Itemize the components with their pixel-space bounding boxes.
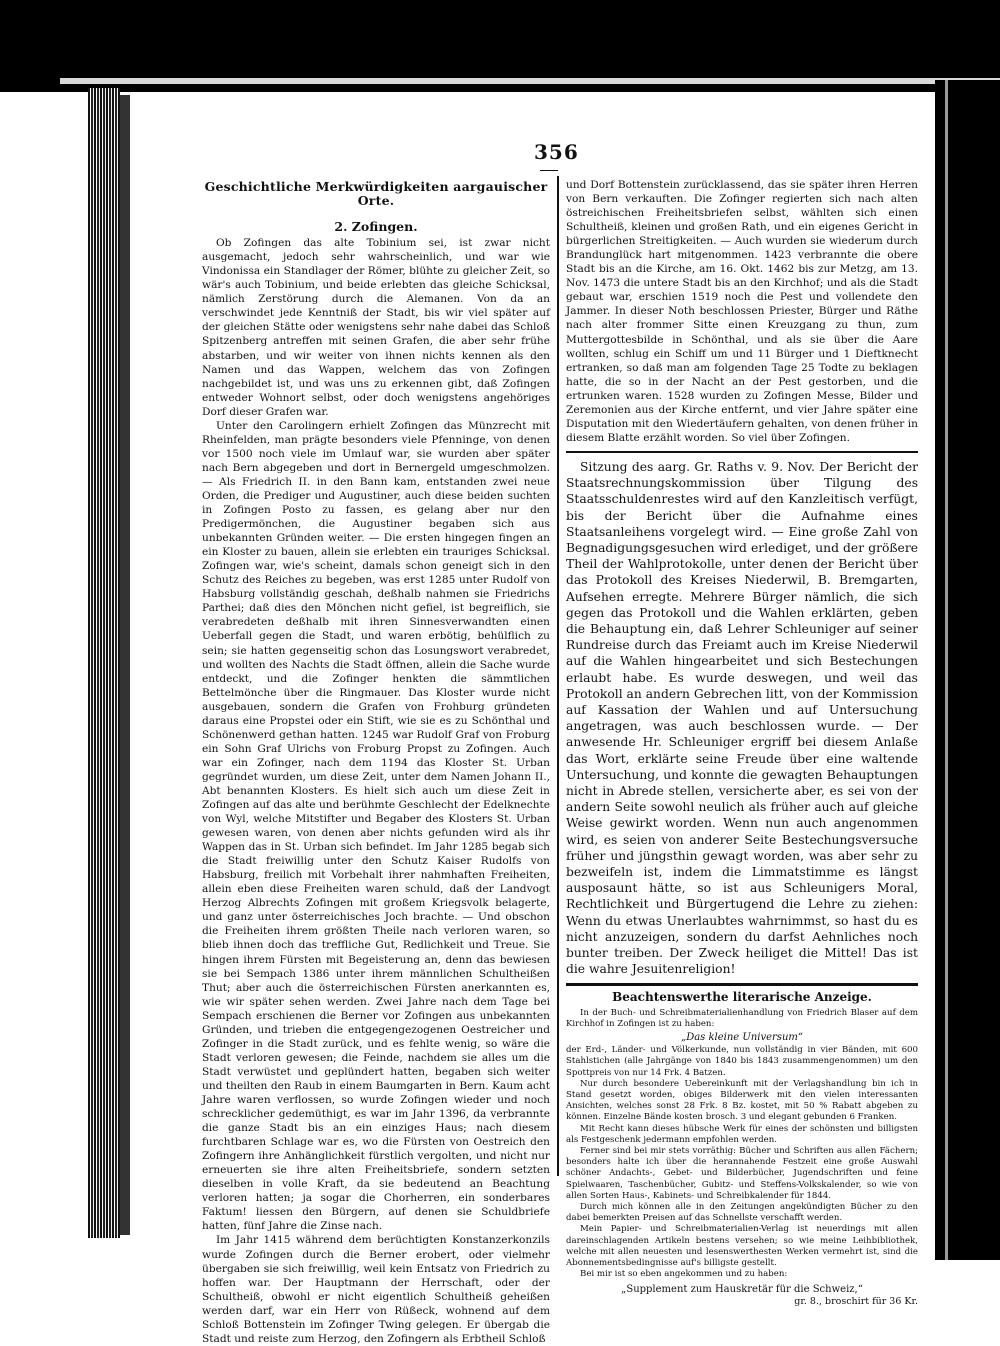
right-column: [566, 178, 918, 1307]
subsection-title: 2. Zofingen.: [334, 219, 418, 235]
section-title: Geschichtliche Merkwürdigkeiten aargauischer Orte.: [204, 179, 548, 209]
advert-body-1: der Erd-, Länder- und Völkerkunde, nun vollständig in vier Bänden, mit 600 Stahlstichen (alle Jahrgänge von 1840 bis 1843 zusammengenommen) um den Spottpreis von nur 14 Frk. 4 Batzen.: [566, 1045, 918, 1078]
scan-top-border: [0, 0, 1000, 92]
literary-advert: [566, 992, 918, 1306]
council-session-article: Sitzung des aarg. Gr. Raths v. 9. Nov. Der Bericht der Staatsrechnungskommission über Tilgung des Staatsschuldenrestes wird auf den Kanzleitisch verfügt, bis der Bericht über die Aufnahme eines Staatsanleihens vorgelegt wird. — Eine große Zahl von Begnadigungsgesuchen wird erlediget, und der größere Theil der Wahlprotokolle, unter denen der Bericht über das Protokoll des Kreises Niederwil, B. Bremgarten, Aufsehen erregte. Mehrere Bürger nämlich, die sich gegen das Protokoll und die Wahlen erklärten, geben die Behauptung ein, daß Lehrer Schleuniger auf seiner Rundreise durch das Freiamt auch im Kreise Niederwil auf die Wahlen hingearbeitet und sich Bestechungen erlaubt habe. Es wurde deswegen, und weil das Protokoll an andern Gebrechen litt, von der Kommission auf Kassation der Wahlen und auf Untersuchung angetragen, was auch beschlossen wurde. — Der anwesende Hr. Schleuniger ergriff bei diesem Anlaße das Wort, erklärte seine Freude über eine waltende Untersuchung, und konnte die gewagten Behauptungen nicht in Abrede stellen, versicherte aber, es sei von der andern Seite sowohl neulich als früher auch auf gleiche Weise gewirkt worden. Wenn nun auch angenommen wird, es seien von anderer Seite Bestechungsversuche früher und jüngsthin gewagt worden, was aber sehr zu bezweifeln ist, indem die Limmatstimme es längst ausposaunt hätte, so ist aus Schleunigers Moral, Rechtlichkeit und Bürgertugend die Lehre zu ziehen: Wenn du etwas Unerlaubtes wahrnimmst, so hast du es nicht anzuzeigen, sondern du darfst Aehnliches noch bunter treiben. Der Zweck heiliget die Mittel! Das ist die wahre Jesuitenreligion!: [566, 459, 918, 977]
advert-intro: In der Buch- und Schreibmaterialienhandlung von Friedrich Blaser auf dem Kirchhof in Zofingen ist zu haben:: [566, 1007, 918, 1029]
advert-format-price: gr. 8., broschirt für 36 Kr.: [794, 1295, 918, 1307]
book-page-edges-left: [88, 88, 120, 1238]
left-column: [202, 180, 550, 1346]
advert-book-title: „Das kleine Universum“: [681, 1032, 803, 1043]
scan-right-border: [935, 80, 1000, 1260]
book-gutter-shadow: [120, 95, 130, 1235]
history-paragraph-3: Im Jahr 1415 während dem berüchtigten Konstanzerkonzils wurde Zofingen durch die Berner erobert, oder vielmehr übergaben sie sich freiwillig, weil kein Entsatz von Friedrich zu hoffen war. Der Hauptmann der Herrschaft, oder der Schultheiß, obwohl er nicht eigentlich Schultheiß geheißen werden darf, war ein Herr von Rüßeck, wohnend auf dem Schloß Bottenstein im Zofinger Twing gelegen. Er übergab die Stadt und reiste zum Herzog, den Zofingern als Erbtheil Schloß: [202, 1234, 550, 1345]
advert-title: Beachtenswerthe literarische Anzeige.: [612, 990, 872, 1005]
history-continuation: und Dorf Bottenstein zurücklassend, das sie später ihren Herren von Bern verkauften. Die Zofinger regierten sich nach alten östreichischen Freiheitsbriefen selbst, wählten sich einen Schultheiß, kleinen und großen Rath, und ein eigenes Gericht in bürgerlichen Streitigkeiten. — Auch wurden sie wiederum durch Brandunglück hart mitgenommen. 1423 verbrannte die obere Stadt bis an die Kirche, am 16. Okt. 1462 bis zur Metzg, am 13. Nov. 1473 die untere Stadt bis an den Kirchhof; und als die Stadt gebaut war, erschien 1519 noch die Pest und vollendete den Jammer. In dieser Noth beschlossen Priester, Bürger und Räthe nach alter frommer Sitte einen Kreuzgang zu thun, zum Muttergottesbilde in Schönthal, und als sie über die Aare wollten, schlug ein Schiff um und 11 Bürger und 1 Dieftknecht ertranken, so daß man am folgenden Tage 25 Todte zu beklagen hatte, die so in der Nacht an der Pest gestorben, und die ertrunken waren. 1528 wurden zu Zofingen Messe, Bilder und Zeremonien aus der Kirche entfernt, und vier Jahre später eine Disputation mit den Wiedertäufern gehalten, von denen früher in diesem Blatte erzählt worden. So viel über Zofingen.: [566, 179, 918, 444]
advert-body-7: Bei mir ist so eben angekommen und zu haben:: [580, 1269, 788, 1280]
article-separator: [566, 451, 918, 453]
advert-body-4: Ferner sind bei mir stets vorräthig: Bücher und Schriften aus allen Fächern; besonders halte ich über die herannahende Festzeit eine große Auswahl schöner Andachts-, Gebet- und Bilderbücher, Jugendschriften und feine Spielwaaren, Taschenbücher, Gubitz- und Steffens-Volkskalender, so wie von allen Sorten Haus-, Kabinets- und Schreibkalender für 1844.: [566, 1146, 918, 1201]
history-paragraph-2: Unter den Carolingern erhielt Zofingen das Münzrecht mit Rheinfelden, man prägte besonders viele Pfenninge, von denen vor 1500 noch viele im Umlauf war, sie wurden aber später nach Bern abgegeben und dort in Bernergeld umgeschmolzen. — Als Friedrich II. in den Bann kam, entstanden zwei neue Orden, die Prediger und Augustiner, auch diese beiden suchten in Zofingen Posto zu fassen, es gelang aber nur den Predigermönchen, die Augustiner begaben sich aus unbekannten Gründen weiter. — Die ersten hingegen fingen an ein Kloster zu bauen, allein sie erlebten ein trauriges Schicksal. Zofingen war, wie's scheint, damals schon geneigt sich in den Schutz des Reiches zu begeben, was erst 1285 unter Rudolf von Habsburg vollständig geschah, deßhalb nahmen sie Friedrichs Parthei; daß dies den Mönchen nicht gefiel, ist begreiflich, sie verabredeten deßhalb mit ihren Sinnesverwandten einen Ueberfall gegen die Stadt, und waren erbötig, behülflich zu sein; sie hatten gegenseitig schon das Losungswort verabredet, und wollten des Nachts die Stadt öffnen, allein die Sache wurde entdeckt, und die Zofinger henkten die sämmtlichen Bettelmönche über die Ringmauer. Das Kloster wurde nicht ausgebauen, sondern die Grafen von Frohburg gründeten daraus eine Propstei oder ein Stift, wie sie es zu Schönthal und Schönenwerd gethan hatten. 1245 war Rudolf Graf von Froburg ein Sohn Graf Ulrichs von Froburg Propst zu Zofingen. Auch war ein Zofinger, nach dem 1194 das Kloster St. Urban gegründet wurden, um diese Zeit, unter dem Namen Johann II., Abt benannten Klosters. Es hielt sich auch um diese Zeit in Zofingen auf das alte und berühmte Geschlecht der Edelknechte von Wyl, welche Mitstifter und Begaber des Klosters St. Urban gewesen waren, von denen aber nichts gefunden wird als ihr Wappen das in St. Urban sich befindet. Im Jahr 1285 begab sich die Stadt freiwillig unter den Schutz Kaiser Rudolfs von Habsburg, freilich mit Vorbehalt ihrer nahmhaften Freiheiten, allein eben diese Freiheiten waren schuld, daß der Landvogt Herzog Albrechts Zofingen mit großem Kriegsvolk belagerte, und ganz unter österreichisches Joch brachte. — Und obschon die Freiheiten ihrem größten Theile nach verloren waren, so blieb ihnen doch das treffliche Gut, Redlichkeit und Treue. Sie hingen ihrem Fürsten mit Begeisterung an, denn das bewiesen sie bei Sempach 1386 unter ihrem männlichen Schultheißen Thut; aber auch die österreichischen Fürsten anerkannten es, wie wir später sehen werden. Zwei Jahre nach dem Tage bei Sempach erschienen die Berner vor Zofingen aus unbekannten Gründen, und trieben die entgegengezogenen Oestreicher und Zofinger in die Stadt zurück, und es fehlte wenig, so wäre die Stadt verloren gewesen; die Feinde, nachdem sie alles um die Stadt verwüstet und geplündert hatten, begaben sich weiter und theilten den Raub in einem Baumgarten in Bern. Kaum acht Jahre waren verflossen, so wurde Zofingen wieder und noch schrecklicher gedemüthigt, es war im Jahr 1396, da verbrannte die ganze Stadt bis an ein einziges Haus; nach diesem furchtbaren Schlage war es, wo die Fürsten von Oestreich den Zofingern ihre Anhänglichkeit fürstlich vergolten, und nicht nur erneuerten sie ihre alten Freiheitsbriefe, sondern setzten dieselben in volle Kraft, da sie bedeutend an Beachtung verloren hatten; ja sogar die Chorherren, ein sonderbares Faktum! liessen den Bürgern, auf denen sie Schuldbriefe hatten, fünf Jahre die Zinse nach.: [202, 419, 550, 1233]
advert-body-6: Mein Papier- und Schreibmaterialien-Verlag ist neuerdings mit allen dareinschlagenden Artikeln bestens versehen; so wie meine Leihbibliothek, welche mit allen neuesten und lesenswerthesten Werken vermehrt ist, sind die Abonnementsbedingnisse auf's billigste gestellt.: [566, 1224, 918, 1269]
column-divider: [557, 176, 559, 1176]
advert-supplement-title: „Supplement zum Hauskretär für die Schweiz,“: [621, 1284, 863, 1296]
page-number: 356: [534, 140, 579, 164]
advert-body-3: Mit Recht kann dieses hübsche Werk für eines der schönsten und billigsten als Festgeschenk jedermann empfohlen werden.: [566, 1123, 918, 1145]
history-paragraph-1: Ob Zofingen das alte Tobinium sei, ist zwar nicht ausgemacht, jedoch sehr wahrscheinlich, und war wie Vindonissa ein Standlager der Römer, blühte zu gleicher Zeit, so wär's auch Tobinium, und beide erlebten das gleiche Schicksal, nämlich Zerstörung durch die Alemanen. Von da an verschwindet jede Kenntniß der Stadt, bis wir viel später auf der gleichen Stätte oder wenigstens sehr nahe dabei das Schloß Spitzenberg antreffen mit seinen Grafen, die aber sehr frühe abstarben, und wir weiter von ihnen nichts kennen als den Namen und das Wappen, welchem das von Zofingen nachgebildet ist, und was uns zu erkennen gibt, daß Zofingen entweder Wohnort selbst, oder doch wenigstens angehöriges Dorf dieser Grafen war.: [202, 237, 550, 418]
scan-right-edge-line: [945, 80, 948, 1260]
advert-body-2: Nur durch besondere Uebereinkunft mit der Verlagshandlung bin ich in Stand gesetzt worden, obiges Bilderwerk mit den vielen interessanten Ansichten, welches sonst 28 Frk. 8 Bz. kostet, mit 50 % Rabatt abgeben zu können. Einzelne Bände kosten brosch. 3 und elegant gebunden 6 Franken.: [566, 1078, 918, 1123]
page-number-underline: [540, 170, 558, 171]
advert-separator: [566, 983, 918, 986]
advert-body-5: Durch mich können alle in den Zeitungen angekündigten Bücher zu den dabei bemerkten Preisen auf das Schnellste verschafft werden.: [566, 1202, 918, 1224]
scan-top-edge: [60, 78, 1000, 84]
